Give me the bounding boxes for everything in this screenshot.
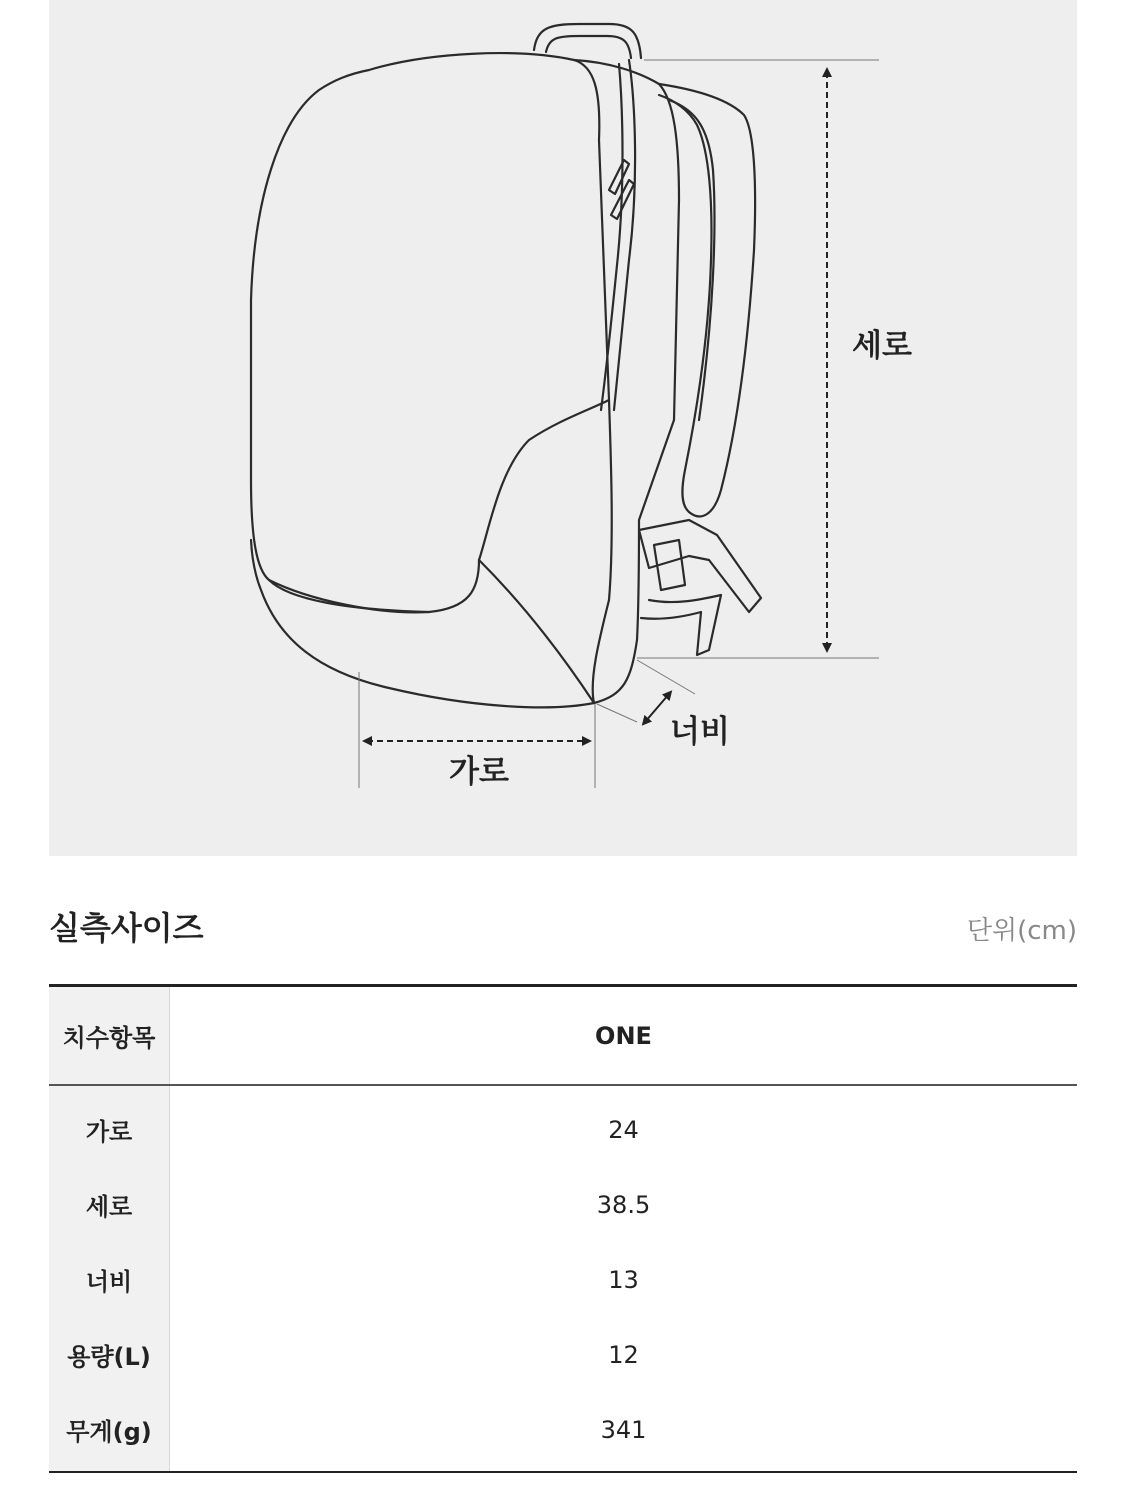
body-side — [251, 60, 679, 707]
backpack-icon — [49, 0, 1077, 856]
row-label: 세로 — [49, 1167, 170, 1242]
row-label: 무게(g) — [49, 1392, 170, 1472]
width-label: 가로 — [449, 754, 509, 790]
row-value: 13 — [608, 1265, 639, 1294]
row-label: 너비 — [49, 1242, 170, 1317]
row-label: 가로 — [49, 1085, 170, 1167]
shoulder-strap — [659, 84, 755, 516]
backpack-drawing — [251, 24, 761, 707]
table-row — [49, 1085, 1077, 1167]
table-row — [49, 1392, 1077, 1472]
bottom-seam — [269, 580, 429, 612]
height-label: 세로 — [852, 328, 912, 364]
lower-strap-2 — [641, 595, 721, 655]
row-label: 용량(L) — [49, 1317, 170, 1392]
depth-arrow — [645, 694, 669, 722]
table-row — [49, 1317, 1077, 1392]
header-item-cell: 치수항목 — [49, 986, 170, 1086]
table-row — [49, 1242, 1077, 1317]
pocket-seam — [479, 560, 594, 703]
row-value: 12 — [608, 1340, 639, 1369]
depth-label: 너비 — [670, 714, 730, 750]
row-value: 341 — [600, 1415, 647, 1444]
size-diagram-panel — [49, 0, 1077, 856]
row-value: 24 — [608, 1115, 639, 1144]
section-title: 실측사이즈 — [49, 909, 204, 947]
row-value: 38.5 — [596, 1190, 651, 1219]
header-size-cell: ONE — [170, 986, 1078, 1086]
table-header-row — [49, 986, 1077, 1086]
handle-inner — [546, 36, 631, 58]
front-panel — [251, 53, 609, 612]
size-table — [49, 984, 1077, 1473]
zipper-pull-1 — [609, 160, 629, 194]
unit-note: 단위(cm) — [966, 916, 1077, 946]
zipper-line — [614, 60, 635, 410]
table-row — [49, 1167, 1077, 1242]
pocket-edge — [593, 400, 612, 703]
